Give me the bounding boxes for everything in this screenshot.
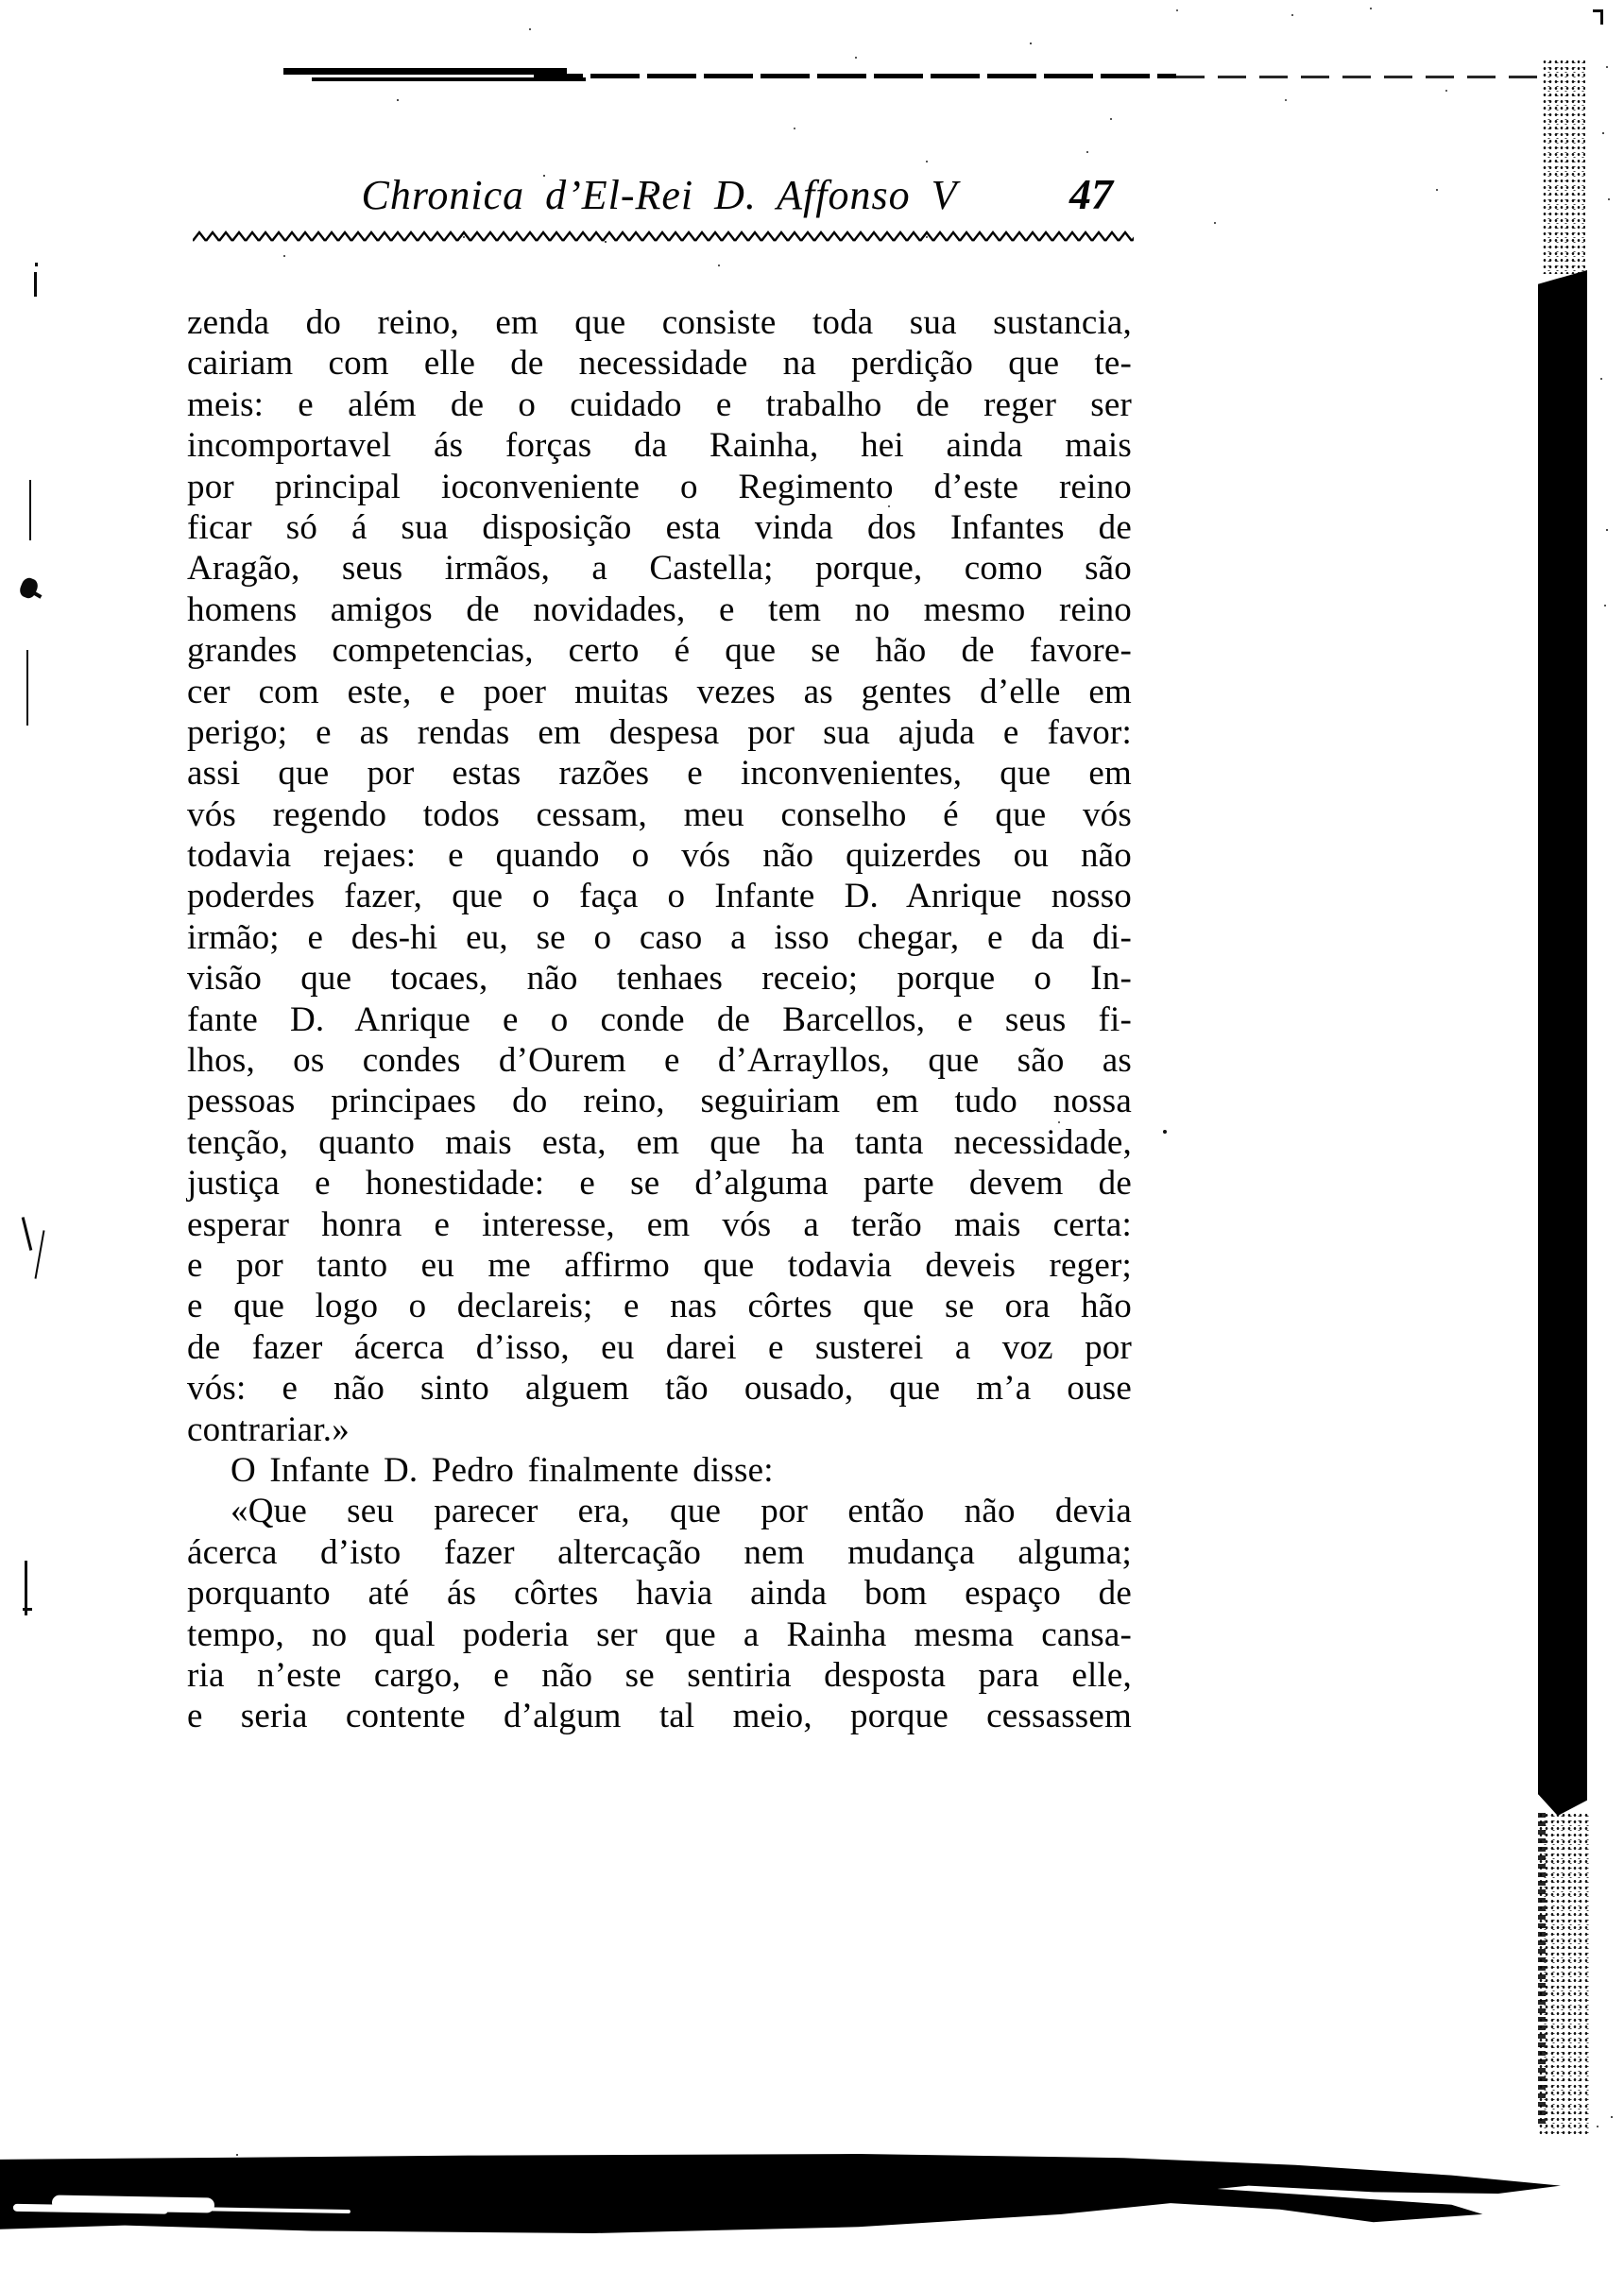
text-line: tempo, no qual poderia ser que a Rainha mesma cansa- xyxy=(187,1614,1132,1654)
text-line: contrariar.» xyxy=(187,1409,350,1449)
text-line: justiça e honestidade: e se d’alguma parte devem de xyxy=(187,1164,1132,1204)
margin-mark xyxy=(26,650,28,726)
text-line: vós: e não sinto alguem tão ousado, que m’a ouse xyxy=(187,1369,1132,1409)
text-line: ficar só á sua disposição esta vinda dos Infantes de xyxy=(187,507,1132,547)
scan-band-right-bottom xyxy=(1538,1812,1589,2135)
text-line: todavia rejaes: e quando o vós não quizerdes ou não xyxy=(187,836,1132,876)
text-line: tenção, quanto mais esta, em que ha tanta necessidade, xyxy=(187,1122,1132,1162)
margin-mark xyxy=(22,1217,33,1251)
text-line: e seria contente d’algum tal meio, porque cessassem xyxy=(187,1697,1132,1736)
text-line: assi que por estas razões e inconvenientes, que em xyxy=(187,754,1132,794)
zigzag-line-graphic xyxy=(193,229,1134,246)
text-line: meis: e além de o cuidado e trabalho de reger ser xyxy=(187,384,1132,424)
margin-mark xyxy=(35,263,38,266)
text-line: ácerca d’isto fazer altercação nem mudança alguma; xyxy=(187,1532,1132,1572)
running-title: Chronica d’El-Rei D. Affonso V xyxy=(361,172,958,218)
margin-mark xyxy=(35,1230,45,1279)
wavy-rule xyxy=(193,229,1134,246)
margin-mark xyxy=(34,272,37,297)
text-line: pessoas principaes do reino, seguiriam em tudo nossa xyxy=(187,1082,1132,1121)
text-line: «Que seu parecer era, que por então não devia xyxy=(231,1492,1132,1531)
text-line: cairiam com elle de necessidade na perdição que te- xyxy=(187,344,1132,384)
text-line: grandes competencias, certo é que se hão de favore- xyxy=(187,631,1132,671)
text-line: por principal ioconveniente o Regimento d’este reino xyxy=(187,467,1132,506)
top-rule xyxy=(534,74,1176,78)
text-line: fante D. Anrique e o conde de Barcellos, e seus fi- xyxy=(187,999,1132,1039)
text-line: visão que tocaes, não tenhaes receio; porque o In- xyxy=(187,959,1132,999)
text-line: O Infante D. Pedro finalmente disse: xyxy=(231,1450,774,1490)
text-line: irmão; e des-hi eu, se o caso a isso chegar, e da di- xyxy=(187,917,1132,957)
text-line: vós regendo todos cessam, meu conselho é que vós xyxy=(187,794,1132,834)
text-line: zenda do reino, em que consiste toda sua sustancia, xyxy=(187,303,1132,342)
margin-mark xyxy=(34,591,43,598)
text-line: e por tanto eu me affirmo que todavia deveis reger; xyxy=(187,1245,1132,1285)
text-line: Aragão, seus irmãos, a Castella; porque, como são xyxy=(187,549,1132,589)
margin-mark xyxy=(23,1608,32,1611)
text-line: esperar honra e interesse, em vós a terão mais certa: xyxy=(187,1204,1132,1244)
text-line: ria n’este cargo, e não se sentiria desposta para elle, xyxy=(187,1655,1132,1695)
text-line: lhos, os condes d’Ourem e d’Arrayllos, que são as xyxy=(187,1041,1132,1081)
text-line: de fazer ácerca d’isso, eu darei e susterei a voz por xyxy=(187,1327,1132,1367)
top-rule xyxy=(283,68,567,75)
top-rule xyxy=(1176,76,1545,78)
body-text xyxy=(187,302,1132,1737)
scan-band-bottom xyxy=(0,2154,1561,2233)
page-number: 47 xyxy=(1069,170,1113,218)
text-line: e que logo o declareis; e nas côrtes que se ora hão xyxy=(187,1287,1132,1326)
scan-band-bottom-streak xyxy=(52,2195,214,2213)
text-line: cer com este, e poer muitas vezes as gentes d’elle em xyxy=(187,672,1132,711)
text-line: incomportavel ás forças da Rainha, hei ainda mais xyxy=(187,426,1132,466)
scan-band-right-edge xyxy=(1538,1812,1546,2124)
ink-specks xyxy=(397,99,399,101)
text-line: porquanto até ás côrtes havia ainda bom espaço de xyxy=(187,1574,1132,1614)
text-line: homens amigos de novidades, e tem no mesmo reino xyxy=(187,589,1132,629)
scan-band-right-top xyxy=(1542,59,1585,274)
margin-mark xyxy=(29,480,31,540)
text-line: perigo; e as rendas em despesa por sua ajuda e favor: xyxy=(187,712,1132,752)
corner-mark xyxy=(1600,12,1603,25)
text-line: poderdes fazer, que o faça o Infante D. Anrique nosso xyxy=(187,877,1132,916)
scan-band-right xyxy=(1538,270,1587,1816)
